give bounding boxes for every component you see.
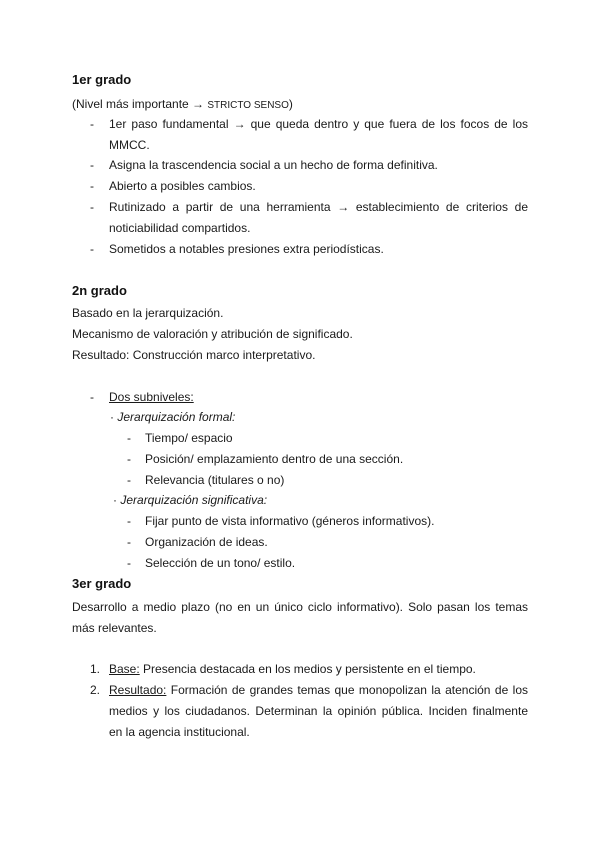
bullet-text: Abierto a posibles cambios. [109, 179, 256, 193]
item-dash: - [127, 452, 131, 466]
item-dash: - [127, 431, 131, 445]
section1-note-prefix: (Nivel más importante → [72, 97, 208, 111]
sub1-item: Relevancia (titulares o no) [145, 473, 285, 487]
subniveles-title: Dos subniveles: [109, 390, 194, 404]
section1-note [72, 97, 293, 113]
sub2-item: Organización de ideas. [145, 535, 268, 549]
bullet-text: 1er paso fundamental → que queda dentro y que fuera de los focos de los [109, 117, 528, 131]
numbered-item-text: Presencia destacada en los medios y persistente en el tiempo. [139, 662, 476, 676]
item-dash: - [127, 514, 131, 528]
sub2-label [113, 493, 267, 507]
bullet-text-continuation: noticiabilidad compartidos. [109, 221, 251, 235]
numbered-item [109, 683, 528, 697]
numbered-item-continuation: medios y los ciudadanos. Determinan la opinión pública. Inciden finalmente [109, 704, 528, 718]
numbered-item-label: Resultado: [109, 683, 167, 697]
bullet-text: Sometidos a notables presiones extra periodísticas. [109, 242, 384, 256]
item-dash: - [127, 535, 131, 549]
section1-heading: 1er grado [72, 72, 132, 87]
bullet-text: Rutinizado a partir de una herramienta → establecimiento de criterios de [109, 200, 528, 214]
section1-note-suffix: ) [288, 97, 293, 111]
subtitle-dash: - [90, 390, 94, 404]
sub2-item: Selección de un tono/ estilo. [145, 556, 296, 570]
numbered-item-label: Base: [109, 662, 140, 676]
bullet-dash: - [90, 179, 94, 193]
section3-heading: 3er grado [72, 576, 132, 591]
item-dash: - [127, 473, 131, 487]
numbered-marker: 2. [90, 683, 101, 697]
sub2-label-text: Jerarquización significativa: [120, 493, 268, 507]
bullet-text-continuation: MMCC. [109, 138, 150, 152]
numbered-item [109, 662, 476, 676]
sub1-item: Posición/ emplazamiento dentro de una sección. [145, 452, 404, 466]
section3-paragraph-continuation: más relevantes. [72, 621, 157, 635]
sub2-label-prefix: · [113, 493, 121, 507]
bullet-dash: - [90, 117, 94, 131]
sub1-label-text: Jerarquización formal: [117, 410, 236, 424]
bullet-dash: - [90, 158, 94, 172]
section1-note-caps: STRICTO SENSO [207, 100, 289, 111]
bullet-dash: - [90, 242, 94, 256]
section2-line: Resultado: Construcción marco interpretativo. [72, 348, 316, 362]
item-dash: - [127, 556, 131, 570]
numbered-marker: 1. [90, 662, 101, 676]
bullet-text: Asigna la trascendencia social a un hecho de forma definitiva. [109, 158, 438, 172]
section2-heading: 2n grado [72, 283, 127, 298]
numbered-item-text: Formación de grandes temas que monopolizan la atención de los [166, 683, 528, 697]
section2-line: Basado en la jerarquización. [72, 306, 224, 320]
sub1-label-prefix: · [110, 410, 118, 424]
numbered-item-continuation: en la agencia institucional. [109, 725, 250, 739]
sub1-label [110, 410, 235, 424]
sub1-item: Tiempo/ espacio [145, 431, 233, 445]
bullet-dash: - [90, 200, 94, 214]
section3-paragraph: Desarrollo a medio plazo (no en un único ciclo informativo). Solo pasan los temas [72, 600, 528, 614]
section2-line: Mecanismo de valoración y atribución de significado. [72, 327, 353, 341]
sub2-item: Fijar punto de vista informativo (géneros informativos). [145, 514, 435, 528]
